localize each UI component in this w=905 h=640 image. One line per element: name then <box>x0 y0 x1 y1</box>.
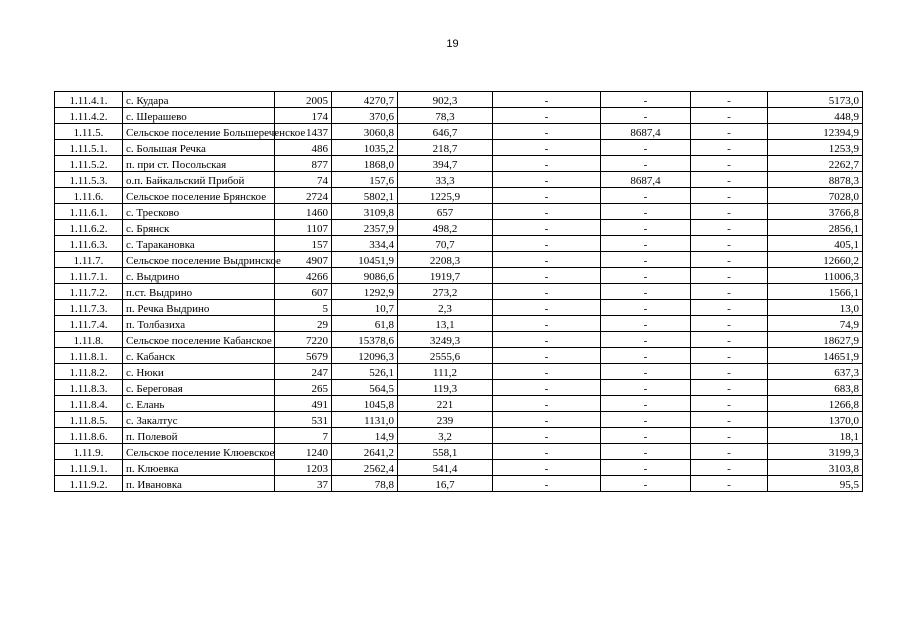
population: 5 <box>275 300 332 316</box>
population: 4266 <box>275 268 332 284</box>
settlement-name: Сельское поселение Клюевское <box>123 444 275 460</box>
value-col-6: - <box>493 268 601 284</box>
value-col-6: - <box>493 236 601 252</box>
row-code: 1.11.8.4. <box>55 396 123 412</box>
value-col-5: 16,7 <box>398 476 493 492</box>
settlement-name: о.п. Байкальский Прибой <box>123 172 275 188</box>
value-col-8: - <box>691 412 768 428</box>
value-col-5: 119,3 <box>398 380 493 396</box>
population: 7220 <box>275 332 332 348</box>
value-col-8: - <box>691 204 768 220</box>
value-col-7: - <box>601 204 691 220</box>
value-col-5: 70,7 <box>398 236 493 252</box>
settlement-name: с. Кабанск <box>123 348 275 364</box>
value-col-6: - <box>493 220 601 236</box>
table-row <box>55 380 863 396</box>
row-code: 1.11.7.1. <box>55 268 123 284</box>
row-code: 1.11.6. <box>55 188 123 204</box>
value-col-7: 8687,4 <box>601 124 691 140</box>
settlement-name: с. Закалтус <box>123 412 275 428</box>
value-col-5: 33,3 <box>398 172 493 188</box>
value-col-8: - <box>691 460 768 476</box>
settlement-name: с. Тресково <box>123 204 275 220</box>
table-row <box>55 460 863 476</box>
value-col-8: - <box>691 220 768 236</box>
value-col-4: 2641,2 <box>332 444 398 460</box>
table-row <box>55 300 863 316</box>
population: 1203 <box>275 460 332 476</box>
table-row <box>55 444 863 460</box>
table-row <box>55 396 863 412</box>
value-col-4: 3109,8 <box>332 204 398 220</box>
value-col-7: - <box>601 396 691 412</box>
settlement-name: с. Выдрино <box>123 268 275 284</box>
value-col-4: 10,7 <box>332 300 398 316</box>
settlement-name: п.ст. Выдрино <box>123 284 275 300</box>
value-col-5: 902,3 <box>398 92 493 108</box>
population: 877 <box>275 156 332 172</box>
table-row <box>55 284 863 300</box>
value-col-4: 5802,1 <box>332 188 398 204</box>
value-col-6: - <box>493 380 601 396</box>
value-col-8: - <box>691 300 768 316</box>
value-col-4: 2562,4 <box>332 460 398 476</box>
population: 247 <box>275 364 332 380</box>
row-total: 3766,8 <box>768 204 863 220</box>
settlement-name: п. Толбазиха <box>123 316 275 332</box>
value-col-6: - <box>493 332 601 348</box>
settlement-name: с. Шерашево <box>123 108 275 124</box>
row-total: 3199,3 <box>768 444 863 460</box>
settlement-name: с. Таракановка <box>123 236 275 252</box>
settlement-name: п. Ивановка <box>123 476 275 492</box>
table-row <box>55 348 863 364</box>
value-col-7: - <box>601 332 691 348</box>
value-col-4: 157,6 <box>332 172 398 188</box>
row-total: 637,3 <box>768 364 863 380</box>
row-code: 1.11.5.1. <box>55 140 123 156</box>
value-col-7: - <box>601 300 691 316</box>
row-total: 13,0 <box>768 300 863 316</box>
value-col-5: 1919,7 <box>398 268 493 284</box>
row-code: 1.11.7.4. <box>55 316 123 332</box>
value-col-4: 61,8 <box>332 316 398 332</box>
settlement-name: Сельское поселение Брянское <box>123 188 275 204</box>
row-code: 1.11.6.2. <box>55 220 123 236</box>
row-code: 1.11.4.2. <box>55 108 123 124</box>
population: 607 <box>275 284 332 300</box>
value-col-6: - <box>493 476 601 492</box>
value-col-6: - <box>493 428 601 444</box>
value-col-7: - <box>601 156 691 172</box>
table-body <box>55 92 863 492</box>
value-col-7: - <box>601 284 691 300</box>
value-col-5: 239 <box>398 412 493 428</box>
population: 29 <box>275 316 332 332</box>
value-col-6: - <box>493 364 601 380</box>
population: 1437 <box>275 124 332 140</box>
value-col-5: 2208,3 <box>398 252 493 268</box>
value-col-8: - <box>691 428 768 444</box>
row-code: 1.11.5.2. <box>55 156 123 172</box>
value-col-6: - <box>493 92 601 108</box>
value-col-5: 657 <box>398 204 493 220</box>
value-col-8: - <box>691 252 768 268</box>
value-col-5: 273,2 <box>398 284 493 300</box>
row-code: 1.11.7. <box>55 252 123 268</box>
value-col-8: - <box>691 348 768 364</box>
value-col-4: 14,9 <box>332 428 398 444</box>
settlement-name: с. Елань <box>123 396 275 412</box>
row-total: 1266,8 <box>768 396 863 412</box>
population: 2005 <box>275 92 332 108</box>
value-col-6: - <box>493 348 601 364</box>
population: 1460 <box>275 204 332 220</box>
value-col-4: 3060,8 <box>332 124 398 140</box>
population: 157 <box>275 236 332 252</box>
value-col-7: - <box>601 380 691 396</box>
population: 4907 <box>275 252 332 268</box>
settlement-name: Сельское поселение Выдринское <box>123 252 275 268</box>
value-col-4: 1045,8 <box>332 396 398 412</box>
value-col-8: - <box>691 124 768 140</box>
row-total: 2856,1 <box>768 220 863 236</box>
row-total: 1253,9 <box>768 140 863 156</box>
row-total: 11006,3 <box>768 268 863 284</box>
table-row <box>55 92 863 108</box>
settlement-name: п. Полевой <box>123 428 275 444</box>
value-col-7: - <box>601 108 691 124</box>
value-col-6: - <box>493 172 601 188</box>
value-col-5: 111,2 <box>398 364 493 380</box>
value-col-6: - <box>493 284 601 300</box>
value-col-7: - <box>601 268 691 284</box>
population: 491 <box>275 396 332 412</box>
settlement-name: Сельское поселение Большереченское <box>123 124 275 140</box>
value-col-4: 334,4 <box>332 236 398 252</box>
row-total: 95,5 <box>768 476 863 492</box>
value-col-8: - <box>691 444 768 460</box>
value-col-5: 646,7 <box>398 124 493 140</box>
table-row <box>55 236 863 252</box>
settlement-name: Сельское поселение Кабанское <box>123 332 275 348</box>
row-total: 405,1 <box>768 236 863 252</box>
value-col-6: - <box>493 188 601 204</box>
row-code: 1.11.9.2. <box>55 476 123 492</box>
value-col-7: - <box>601 92 691 108</box>
row-total: 683,8 <box>768 380 863 396</box>
value-col-7: - <box>601 348 691 364</box>
value-col-5: 221 <box>398 396 493 412</box>
row-code: 1.11.7.2. <box>55 284 123 300</box>
settlement-name: с. Брянск <box>123 220 275 236</box>
population: 486 <box>275 140 332 156</box>
value-col-6: - <box>493 156 601 172</box>
value-col-7: - <box>601 476 691 492</box>
value-col-5: 394,7 <box>398 156 493 172</box>
value-col-6: - <box>493 124 601 140</box>
value-col-8: - <box>691 380 768 396</box>
row-total: 1370,0 <box>768 412 863 428</box>
row-total: 5173,0 <box>768 92 863 108</box>
value-col-8: - <box>691 156 768 172</box>
data-table <box>54 91 863 492</box>
table-row <box>55 108 863 124</box>
value-col-7: - <box>601 428 691 444</box>
population: 5679 <box>275 348 332 364</box>
row-code: 1.11.4.1. <box>55 92 123 108</box>
value-col-4: 2357,9 <box>332 220 398 236</box>
table-row <box>55 220 863 236</box>
value-col-8: - <box>691 108 768 124</box>
row-total: 18,1 <box>768 428 863 444</box>
value-col-5: 541,4 <box>398 460 493 476</box>
row-code: 1.11.5. <box>55 124 123 140</box>
row-total: 12394,9 <box>768 124 863 140</box>
value-col-8: - <box>691 332 768 348</box>
row-code: 1.11.7.3. <box>55 300 123 316</box>
table-row <box>55 268 863 284</box>
row-total: 1566,1 <box>768 284 863 300</box>
population: 7 <box>275 428 332 444</box>
table-row <box>55 252 863 268</box>
table-row <box>55 476 863 492</box>
row-total: 8878,3 <box>768 172 863 188</box>
value-col-6: - <box>493 252 601 268</box>
table-row <box>55 316 863 332</box>
value-col-4: 12096,3 <box>332 348 398 364</box>
row-total: 14651,9 <box>768 348 863 364</box>
value-col-6: - <box>493 300 601 316</box>
row-code: 1.11.9. <box>55 444 123 460</box>
table-row <box>55 156 863 172</box>
population: 2724 <box>275 188 332 204</box>
value-col-6: - <box>493 444 601 460</box>
row-code: 1.11.8.2. <box>55 364 123 380</box>
value-col-5: 3249,3 <box>398 332 493 348</box>
table-row <box>55 428 863 444</box>
value-col-4: 370,6 <box>332 108 398 124</box>
settlement-name: с. Большая Речка <box>123 140 275 156</box>
value-col-4: 564,5 <box>332 380 398 396</box>
row-total: 2262,7 <box>768 156 863 172</box>
row-total: 448,9 <box>768 108 863 124</box>
value-col-4: 1035,2 <box>332 140 398 156</box>
value-col-5: 2555,6 <box>398 348 493 364</box>
population: 1107 <box>275 220 332 236</box>
value-col-4: 4270,7 <box>332 92 398 108</box>
population: 1240 <box>275 444 332 460</box>
row-code: 1.11.8.5. <box>55 412 123 428</box>
value-col-7: - <box>601 316 691 332</box>
value-col-6: - <box>493 316 601 332</box>
row-code: 1.11.6.1. <box>55 204 123 220</box>
value-col-8: - <box>691 188 768 204</box>
value-col-7: - <box>601 444 691 460</box>
row-code: 1.11.8.3. <box>55 380 123 396</box>
value-col-8: - <box>691 268 768 284</box>
value-col-4: 15378,6 <box>332 332 398 348</box>
value-col-7: - <box>601 188 691 204</box>
value-col-5: 1225,9 <box>398 188 493 204</box>
row-total: 7028,0 <box>768 188 863 204</box>
row-total: 74,9 <box>768 316 863 332</box>
value-col-6: - <box>493 396 601 412</box>
row-code: 1.11.9.1. <box>55 460 123 476</box>
row-total: 18627,9 <box>768 332 863 348</box>
settlement-name: п. Клюевка <box>123 460 275 476</box>
value-col-7: - <box>601 252 691 268</box>
value-col-8: - <box>691 284 768 300</box>
table-row <box>55 332 863 348</box>
value-col-4: 1868,0 <box>332 156 398 172</box>
row-code: 1.11.5.3. <box>55 172 123 188</box>
settlement-name: с. Нюки <box>123 364 275 380</box>
table-row <box>55 412 863 428</box>
value-col-4: 1292,9 <box>332 284 398 300</box>
value-col-4: 1131,0 <box>332 412 398 428</box>
value-col-8: - <box>691 92 768 108</box>
value-col-8: - <box>691 364 768 380</box>
table-row <box>55 188 863 204</box>
settlement-name: с. Береговая <box>123 380 275 396</box>
value-col-8: - <box>691 316 768 332</box>
value-col-5: 2,3 <box>398 300 493 316</box>
value-col-8: - <box>691 476 768 492</box>
value-col-4: 526,1 <box>332 364 398 380</box>
population: 265 <box>275 380 332 396</box>
value-col-7: - <box>601 220 691 236</box>
value-col-4: 9086,6 <box>332 268 398 284</box>
table-row <box>55 364 863 380</box>
row-code: 1.11.8.6. <box>55 428 123 444</box>
value-col-7: - <box>601 460 691 476</box>
value-col-4: 10451,9 <box>332 252 398 268</box>
page-number: 19 <box>446 38 459 50</box>
value-col-5: 13,1 <box>398 316 493 332</box>
value-col-4: 78,8 <box>332 476 398 492</box>
value-col-8: - <box>691 396 768 412</box>
population: 174 <box>275 108 332 124</box>
population: 74 <box>275 172 332 188</box>
row-code: 1.11.6.3. <box>55 236 123 252</box>
population: 37 <box>275 476 332 492</box>
value-col-8: - <box>691 172 768 188</box>
value-col-6: - <box>493 460 601 476</box>
value-col-7: - <box>601 140 691 156</box>
value-col-7: - <box>601 364 691 380</box>
table-row <box>55 124 863 140</box>
value-col-6: - <box>493 412 601 428</box>
table-row <box>55 172 863 188</box>
value-col-6: - <box>493 140 601 156</box>
value-col-8: - <box>691 140 768 156</box>
table-row <box>55 140 863 156</box>
population: 531 <box>275 412 332 428</box>
value-col-5: 558,1 <box>398 444 493 460</box>
settlement-name: п. Речка Выдрино <box>123 300 275 316</box>
value-col-8: - <box>691 236 768 252</box>
value-col-5: 78,3 <box>398 108 493 124</box>
settlement-name: п. при ст. Посольская <box>123 156 275 172</box>
value-col-5: 218,7 <box>398 140 493 156</box>
value-col-6: - <box>493 204 601 220</box>
value-col-7: - <box>601 236 691 252</box>
value-col-7: - <box>601 412 691 428</box>
row-total: 12660,2 <box>768 252 863 268</box>
row-code: 1.11.8.1. <box>55 348 123 364</box>
row-total: 3103,8 <box>768 460 863 476</box>
value-col-5: 3,2 <box>398 428 493 444</box>
table-row <box>55 204 863 220</box>
value-col-7: 8687,4 <box>601 172 691 188</box>
row-code: 1.11.8. <box>55 332 123 348</box>
settlement-name: с. Кудара <box>123 92 275 108</box>
value-col-6: - <box>493 108 601 124</box>
value-col-5: 498,2 <box>398 220 493 236</box>
